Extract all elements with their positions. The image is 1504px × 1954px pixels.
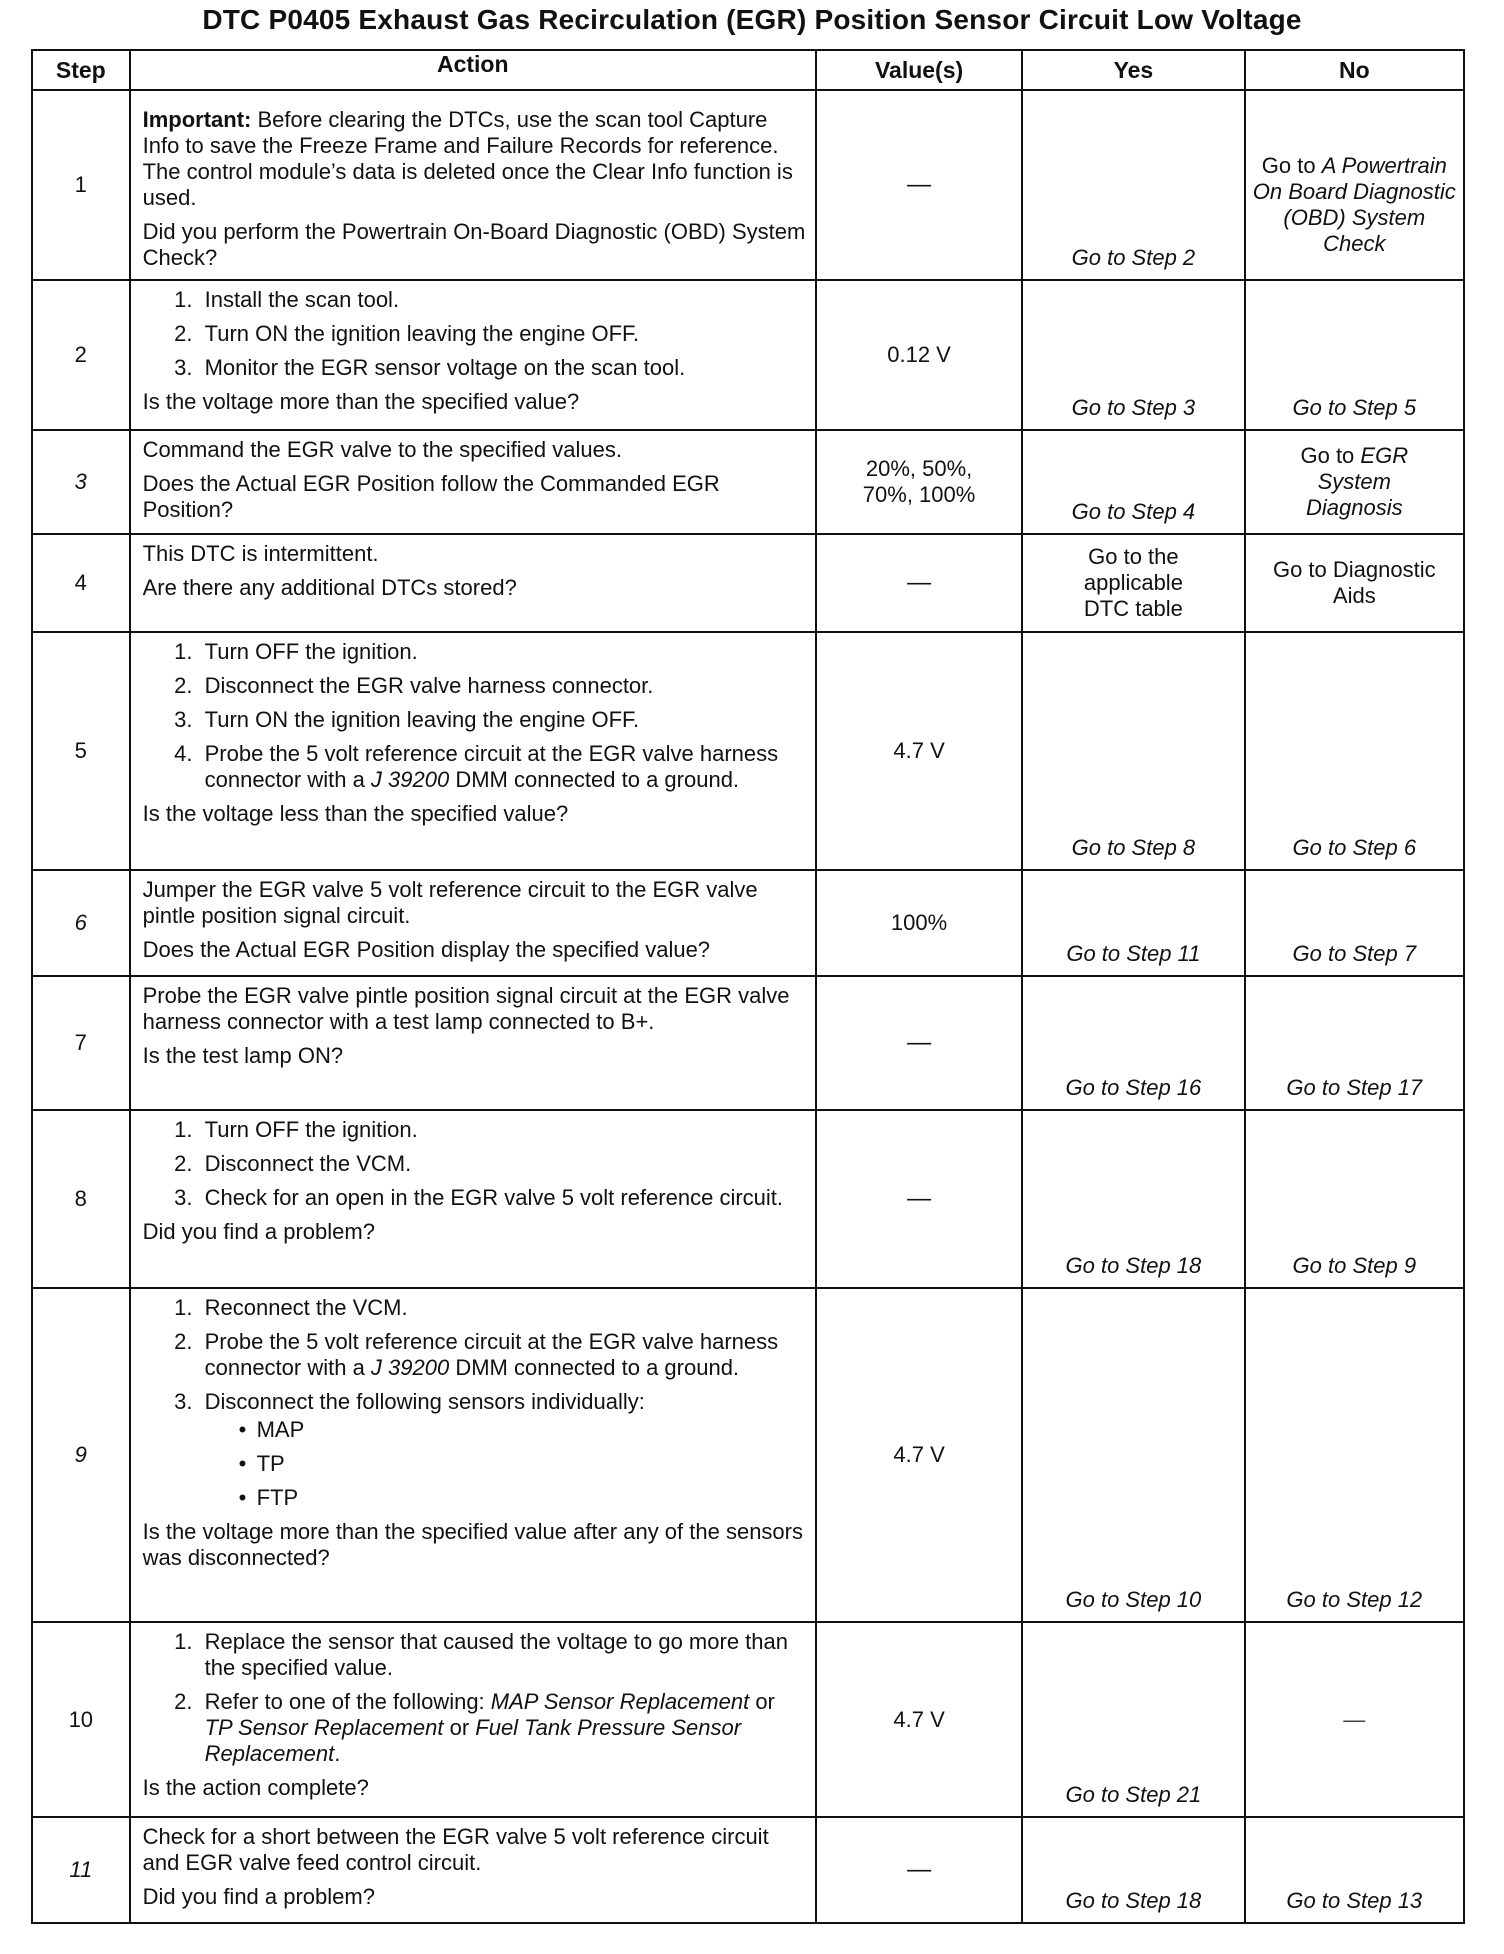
step-value: 4.7 V [816,632,1022,870]
yes-result: Go to Step 18 [1022,1817,1244,1923]
no-result: Go to Step 17 [1245,976,1464,1110]
table-row [32,1817,1464,1923]
no-result: Go to Step 6 [1245,632,1464,870]
yes-result: Go to the applicable DTC table [1022,534,1244,632]
step-action [130,1288,816,1622]
step-text: Jumper the EGR valve 5 volt reference circuit to the EGR valve pintle position signal circuit. [142,877,758,928]
step-question: Is the test lamp ON? [142,1043,344,1068]
yes-result: Go to Step 4 [1022,430,1244,534]
step-text: Command the EGR valve to the specified values. [142,437,622,462]
table-row [32,534,1464,632]
step-question: Is the action complete? [142,1775,369,1800]
page-title: DTC P0405 Exhaust Gas Recirculation (EGR) Position Sensor Circuit Low Voltage [202,4,1302,35]
step-number: 8 [32,1110,130,1288]
step-number: 9 [32,1288,130,1622]
step-text: Check for a short between the EGR valve 5 volt reference circuit and EGR valve feed control circuit. [142,1824,769,1875]
important-label: Important: [142,107,252,132]
step-question: Is the voltage less than the specified value? [142,801,569,826]
step-question: Did you find a problem? [142,1219,375,1244]
step-question: Does the Actual EGR Position follow the Commanded EGR Position? [142,471,720,522]
step-number: 5 [32,632,130,870]
step-item: 4. Probe the 5 volt reference circuit at the EGR valve harness connector with a J 39200 DMM connected to a ground. [199,741,807,793]
step-action [130,1622,816,1817]
step-value: — [816,976,1022,1110]
step-value: 4.7 V [816,1288,1022,1622]
step-question: Did you perform the Powertrain On-Board Diagnostic (OBD) System Check? [142,219,806,270]
step-value: — [816,1110,1022,1288]
step-number: 3 [32,430,130,534]
step-action [130,280,816,430]
table-row [32,870,1464,976]
sensor-item: • MAP [233,1417,807,1443]
no-result: Go to A Powertrain On Board Diagnostic (OBD) System Check [1245,90,1464,280]
step-item: 1. Reconnect the VCM. [199,1295,807,1321]
table-row [32,1110,1464,1288]
step-question: Is the voltage more than the specified value after any of the sensors was disconnected? [142,1519,803,1570]
step-action [130,1110,816,1288]
table-header-row [32,50,1464,90]
step-item: 2. Turn ON the ignition leaving the engine OFF. [199,321,807,347]
step-value: 4.7 V [816,1622,1022,1817]
no-result: Go to Step 9 [1245,1110,1464,1288]
step-number: 4 [32,534,130,632]
yes-result: Go to Step 18 [1022,1110,1244,1288]
step-item: 1. Turn OFF the ignition. [199,639,807,665]
step-question: Does the Actual EGR Position display the specified value? [142,937,711,962]
step-value: 100% [816,870,1022,976]
yes-result: Go to Step 16 [1022,976,1244,1110]
no-result: Go to Step 5 [1245,280,1464,430]
step-item: 3. Monitor the EGR sensor voltage on the scan tool. [199,355,807,381]
yes-result: Go to Step 10 [1022,1288,1244,1622]
step-number: 1 [32,90,130,280]
no-result: — [1245,1622,1464,1817]
yes-result: Go to Step 8 [1022,632,1244,870]
step-item: 2. Probe the 5 volt reference circuit at the EGR valve harness connector with a J 39200 DMM connected to a ground. [199,1329,807,1381]
table-row [32,976,1464,1110]
step-value: 20%, 50%, 70%, 100% [816,430,1022,534]
step-value: 0.12 V [816,280,1022,430]
step-item: 2. Disconnect the EGR valve harness connector. [199,673,807,699]
header-values: Value(s) [816,50,1022,90]
step-text: This DTC is intermittent. [142,541,379,566]
step-number: 2 [32,280,130,430]
step-action [130,976,816,1110]
step-action [130,632,816,870]
step-action [130,870,816,976]
yes-result: Go to Step 3 [1022,280,1244,430]
step-item: 3. Disconnect the following sensors individually: • MAP • TP • FTP [199,1389,807,1511]
header-action: Action [130,50,816,90]
step-item: 1. Install the scan tool. [199,287,807,313]
step-number: 7 [32,976,130,1110]
step-number: 10 [32,1622,130,1817]
step-number: 6 [32,870,130,976]
step-action [130,1817,816,1923]
step-item: 1. Replace the sensor that caused the voltage to go more than the specified value. [199,1629,807,1681]
table-row [32,1288,1464,1622]
sensor-item: • FTP [233,1485,807,1511]
step-value: — [816,1817,1022,1923]
header-yes: Yes [1022,50,1244,90]
step-item: 2. Disconnect the VCM. [199,1151,807,1177]
step-action [130,90,816,280]
no-result: Go to EGR System Diagnosis [1245,430,1464,534]
step-number: 11 [32,1817,130,1923]
no-result: Go to Step 12 [1245,1288,1464,1622]
diagnostic-table [31,49,1465,1924]
important-text: Before clearing the DTCs, use the scan tool Capture Info to save the Freeze Frame and Failure Records for reference. The control module’s data is deleted once the Clear Info function is used. [142,107,793,210]
step-item: 3. Check for an open in the EGR valve 5 volt reference circuit. [199,1185,807,1211]
header-step: Step [32,50,130,90]
table-row [32,90,1464,280]
step-action [130,430,816,534]
yes-result: Go to Step 2 [1022,90,1244,280]
table-row [32,280,1464,430]
step-item: 3. Turn ON the ignition leaving the engine OFF. [199,707,807,733]
step-item: 2. Refer to one of the following: MAP Sensor Replacement or TP Sensor Replacement or Fuel Tank Pressure Sensor Replacement. [199,1689,807,1767]
sensor-item: • TP [233,1451,807,1477]
step-text: Probe the EGR valve pintle position signal circuit at the EGR valve harness connector with a test lamp connected to B+. [142,983,790,1034]
yes-result: Go to Step 21 [1022,1622,1244,1817]
step-value: — [816,90,1022,280]
step-value: — [816,534,1022,632]
no-result: Go to Step 7 [1245,870,1464,976]
table-row [32,430,1464,534]
step-question: Are there any additional DTCs stored? [142,575,517,600]
table-row [32,1622,1464,1817]
yes-result: Go to Step 11 [1022,870,1244,976]
step-action [130,534,816,632]
table-row [32,632,1464,870]
header-no: No [1245,50,1464,90]
no-result: Go to Diagnostic Aids [1245,534,1464,632]
no-result: Go to Step 13 [1245,1817,1464,1923]
step-question: Did you find a problem? [142,1884,375,1909]
step-item: 1. Turn OFF the ignition. [199,1117,807,1143]
step-question: Is the voltage more than the specified value? [142,389,580,414]
